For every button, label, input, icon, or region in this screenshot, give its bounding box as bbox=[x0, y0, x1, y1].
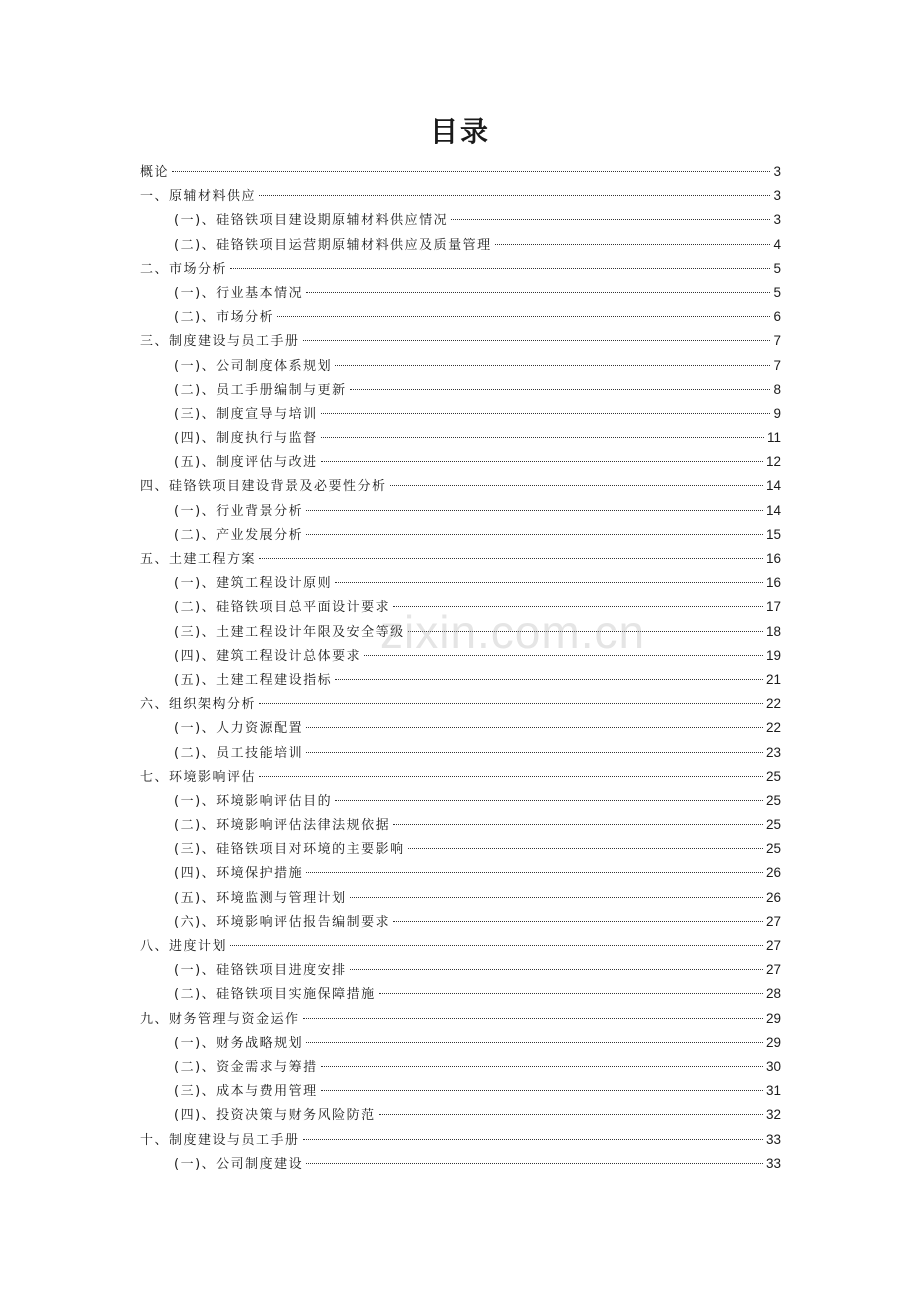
toc-dot-leader bbox=[379, 1114, 763, 1115]
toc-entry-label: 八、进度计划 bbox=[140, 939, 228, 954]
toc-dot-leader bbox=[259, 195, 770, 196]
toc-entry-page-number: 31 bbox=[765, 1083, 781, 1099]
toc-entry[interactable] bbox=[140, 1007, 781, 1031]
toc-entry[interactable] bbox=[140, 1055, 781, 1079]
toc-entry-label: (一)、建筑工程设计原则 bbox=[174, 576, 333, 592]
toc-entry-page-number: 22 bbox=[765, 696, 781, 712]
toc-entry-page-number: 33 bbox=[765, 1155, 781, 1171]
toc-dot-leader bbox=[321, 1066, 763, 1067]
toc-entry-page-number: 7 bbox=[773, 357, 781, 373]
toc-entry-page-number: 16 bbox=[765, 575, 781, 591]
toc-entry-page-number: 3 bbox=[773, 164, 781, 179]
toc-entry-page-number: 27 bbox=[765, 913, 781, 929]
toc-entry-page-number: 18 bbox=[765, 623, 781, 639]
toc-entry-page-number: 22 bbox=[765, 720, 781, 736]
toc-entry-label: (二)、硅铬铁项目实施保障措施 bbox=[174, 987, 376, 1003]
toc-entry[interactable] bbox=[140, 305, 781, 329]
toc-dot-leader bbox=[335, 679, 763, 680]
toc-entry-label: (四)、建筑工程设计总体要求 bbox=[174, 648, 362, 664]
toc-entry[interactable] bbox=[140, 354, 781, 378]
toc-dot-leader bbox=[321, 461, 763, 462]
toc-entry-label: (五)、土建工程建设指标 bbox=[174, 672, 333, 688]
toc-entry-page-number: 5 bbox=[773, 284, 781, 300]
toc-entry[interactable] bbox=[140, 329, 781, 353]
toc-dot-leader bbox=[390, 485, 763, 486]
toc-entry[interactable] bbox=[140, 982, 781, 1006]
toc-dot-leader bbox=[335, 800, 763, 801]
toc-entry[interactable] bbox=[140, 692, 781, 716]
toc-entry[interactable] bbox=[140, 886, 781, 910]
toc-entry-page-number: 25 bbox=[765, 768, 781, 784]
toc-entry-label: (二)、员工手册编制与更新 bbox=[174, 382, 347, 398]
toc-dot-leader bbox=[393, 824, 763, 825]
toc-entry-label: (一)、财务战略规划 bbox=[174, 1035, 304, 1051]
toc-entry-label: 五、土建工程方案 bbox=[140, 552, 257, 567]
toc-entry[interactable] bbox=[140, 233, 781, 257]
toc-entry-label: (一)、行业基本情况 bbox=[174, 285, 304, 301]
toc-dot-leader bbox=[230, 945, 763, 946]
toc-entry[interactable] bbox=[140, 765, 781, 789]
toc-entry-page-number: 26 bbox=[765, 865, 781, 881]
toc-dot-leader bbox=[321, 437, 764, 438]
toc-entry-label: (一)、人力资源配置 bbox=[174, 721, 304, 737]
toc-entry[interactable] bbox=[140, 450, 781, 474]
toc-entry[interactable] bbox=[140, 668, 781, 692]
toc-entry-label: (四)、制度执行与监督 bbox=[174, 431, 318, 447]
toc-entry-label: (二)、硅铬铁项目运营期原辅材料供应及质量管理 bbox=[174, 237, 492, 253]
toc-entry-label: 十、制度建设与员工手册 bbox=[140, 1132, 300, 1148]
toc-entry[interactable] bbox=[140, 499, 781, 523]
page-title: 目录 bbox=[429, 115, 490, 148]
toc-entry-label: (三)、硅铬铁项目对环境的主要影响 bbox=[174, 842, 405, 858]
toc-entry[interactable] bbox=[140, 958, 781, 982]
toc-dot-leader bbox=[393, 606, 763, 607]
toc-entry-label: (二)、环境影响评估法律法规依据 bbox=[174, 818, 391, 834]
toc-dot-leader bbox=[379, 993, 763, 994]
toc-entry[interactable] bbox=[140, 184, 781, 208]
toc-entry-label: 六、组织架构分析 bbox=[140, 697, 257, 713]
toc-dot-leader bbox=[306, 534, 763, 535]
toc-dot-leader bbox=[259, 703, 763, 704]
toc-entry-page-number: 29 bbox=[765, 1034, 781, 1050]
toc-entry-page-number: 26 bbox=[765, 889, 781, 905]
toc-dot-leader bbox=[321, 1090, 763, 1091]
toc-entry-label: (四)、环境保护措施 bbox=[174, 866, 304, 882]
toc-entry[interactable] bbox=[140, 1079, 781, 1103]
toc-entry-label: (一)、硅铬铁项目建设期原辅材料供应情况 bbox=[174, 213, 449, 229]
toc-dot-leader bbox=[335, 582, 763, 583]
toc-dot-leader bbox=[172, 171, 770, 172]
toc-entry-page-number: 23 bbox=[765, 744, 781, 760]
toc-entry-label: 九、财务管理与资金运作 bbox=[140, 1011, 300, 1027]
toc-entry-label: (三)、土建工程设计年限及安全等级 bbox=[174, 624, 405, 640]
toc-entry-page-number: 29 bbox=[765, 1010, 781, 1026]
toc-entry[interactable] bbox=[140, 1031, 781, 1055]
toc-entry[interactable] bbox=[140, 571, 781, 595]
toc-entry[interactable] bbox=[140, 620, 781, 644]
toc-entry[interactable] bbox=[140, 257, 781, 281]
toc-entry-page-number: 12 bbox=[765, 454, 781, 470]
toc-entry-page-number: 6 bbox=[773, 309, 781, 325]
toc-dot-leader bbox=[306, 1042, 763, 1043]
toc-entry[interactable] bbox=[140, 934, 781, 958]
toc-entry-label: (五)、环境监测与管理计划 bbox=[174, 890, 347, 906]
toc-entry[interactable] bbox=[140, 861, 781, 885]
toc-entry-label: 三、制度建设与员工手册 bbox=[140, 334, 300, 350]
toc-entry-page-number: 25 bbox=[765, 817, 781, 833]
toc-dot-leader bbox=[306, 872, 763, 873]
toc-entry-page-number: 3 bbox=[773, 188, 781, 204]
toc-dot-leader bbox=[350, 969, 763, 970]
toc-entry-label: (二)、市场分析 bbox=[174, 310, 275, 326]
toc-entry[interactable] bbox=[140, 595, 781, 619]
toc-entry-page-number: 4 bbox=[773, 236, 781, 252]
toc-entry-page-number: 21 bbox=[765, 671, 781, 687]
toc-dot-leader bbox=[350, 389, 771, 390]
toc-dot-leader bbox=[335, 365, 770, 366]
toc-dot-leader bbox=[495, 244, 771, 245]
toc-dot-leader bbox=[230, 268, 770, 269]
toc-entry-page-number: 8 bbox=[773, 381, 781, 397]
toc-entry[interactable] bbox=[140, 910, 781, 934]
toc-entry-page-number: 16 bbox=[765, 551, 781, 566]
toc-entry-page-number: 14 bbox=[765, 478, 781, 494]
toc-entry-page-number: 7 bbox=[773, 333, 781, 349]
toc-entry[interactable] bbox=[140, 547, 781, 571]
toc-entry-label: (二)、硅铬铁项目总平面设计要求 bbox=[174, 600, 391, 616]
toc-entry-label: (四)、投资决策与财务风险防范 bbox=[174, 1108, 376, 1124]
toc-entry-page-number: 11 bbox=[766, 430, 781, 446]
toc-dot-leader bbox=[364, 655, 763, 656]
toc-entry-label: (二)、资金需求与筹措 bbox=[174, 1059, 318, 1075]
toc-entry[interactable] bbox=[140, 378, 781, 402]
toc-entry[interactable] bbox=[140, 741, 781, 765]
toc-dot-leader bbox=[306, 292, 770, 293]
toc-entry[interactable] bbox=[140, 1128, 781, 1152]
toc-dot-leader bbox=[303, 1018, 763, 1019]
toc-entry-label: (一)、环境影响评估目的 bbox=[174, 793, 333, 809]
toc-entry[interactable] bbox=[140, 813, 781, 837]
toc-entry-label: (一)、行业背景分析 bbox=[174, 503, 304, 519]
toc-entry[interactable] bbox=[140, 160, 781, 184]
toc-entry[interactable] bbox=[140, 402, 781, 426]
toc-entry-label: (二)、员工技能培训 bbox=[174, 745, 304, 761]
toc-entry-label: (一)、硅铬铁项目进度安排 bbox=[174, 963, 347, 979]
toc-entry-page-number: 14 bbox=[765, 502, 781, 518]
toc-dot-leader bbox=[306, 752, 763, 753]
toc-entry[interactable] bbox=[140, 281, 781, 305]
toc-dot-leader bbox=[306, 510, 763, 511]
toc-entry-label: (二)、产业发展分析 bbox=[174, 527, 304, 543]
toc-dot-leader bbox=[393, 921, 763, 922]
toc-dot-leader bbox=[277, 316, 770, 317]
toc-entry-label: 一、原辅材料供应 bbox=[140, 189, 257, 205]
toc-entry-label: 四、硅铬铁项目建设背景及必要性分析 bbox=[140, 479, 387, 495]
toc-dot-leader bbox=[408, 631, 763, 632]
toc-entry[interactable] bbox=[140, 474, 781, 498]
toc-entry-label: (三)、制度宣导与培训 bbox=[174, 406, 318, 422]
toc-dot-leader bbox=[306, 1163, 763, 1164]
toc-entry-page-number: 17 bbox=[765, 599, 781, 615]
toc-entry-page-number: 28 bbox=[765, 986, 781, 1002]
toc-entry[interactable] bbox=[140, 208, 781, 232]
toc-dot-leader bbox=[321, 413, 771, 414]
toc-entry[interactable] bbox=[140, 644, 781, 668]
toc-entry-page-number: 27 bbox=[765, 938, 781, 953]
toc-entry-label: 七、环境影响评估 bbox=[140, 769, 257, 785]
toc-entry[interactable] bbox=[140, 837, 781, 861]
toc-entry-label: (三)、成本与费用管理 bbox=[174, 1084, 318, 1100]
toc-dot-leader bbox=[303, 1139, 763, 1140]
watermark: zixin.com.cn bbox=[380, 606, 646, 658]
toc-entry[interactable] bbox=[140, 789, 781, 813]
toc-dot-leader bbox=[350, 897, 763, 898]
toc-dot-leader bbox=[303, 340, 771, 341]
toc-entry[interactable] bbox=[140, 1103, 781, 1127]
toc-dot-leader bbox=[259, 558, 763, 559]
toc-dot-leader bbox=[451, 219, 770, 220]
table-of-contents bbox=[140, 160, 781, 1176]
toc-entry[interactable] bbox=[140, 426, 781, 450]
toc-dot-leader bbox=[259, 776, 763, 777]
toc-entry[interactable] bbox=[140, 1152, 781, 1176]
toc-dot-leader bbox=[306, 727, 763, 728]
toc-entry-label: 二、市场分析 bbox=[140, 261, 228, 277]
toc-entry-label: (六)、环境影响评估报告编制要求 bbox=[174, 914, 391, 930]
toc-dot-leader bbox=[408, 848, 763, 849]
toc-entry-label: (一)、公司制度建设 bbox=[174, 1156, 304, 1172]
toc-entry-label: (一)、公司制度体系规划 bbox=[174, 358, 333, 374]
toc-entry-page-number: 9 bbox=[773, 405, 781, 421]
toc-entry-page-number: 30 bbox=[765, 1058, 781, 1074]
toc-entry-page-number: 27 bbox=[765, 962, 781, 978]
toc-entry-page-number: 15 bbox=[765, 526, 781, 542]
toc-entry-page-number: 25 bbox=[765, 841, 781, 857]
toc-entry-page-number: 5 bbox=[773, 260, 781, 276]
toc-entry-page-number: 3 bbox=[773, 212, 781, 228]
toc-entry[interactable] bbox=[140, 523, 781, 547]
toc-entry[interactable] bbox=[140, 716, 781, 740]
toc-entry-page-number: 32 bbox=[765, 1107, 781, 1123]
toc-entry-label: (五)、制度评估与改进 bbox=[174, 455, 318, 471]
toc-entry-page-number: 19 bbox=[765, 647, 781, 663]
toc-entry-label: 概论 bbox=[140, 165, 170, 180]
toc-entry-page-number: 33 bbox=[765, 1131, 781, 1147]
toc-entry-page-number: 25 bbox=[765, 792, 781, 808]
